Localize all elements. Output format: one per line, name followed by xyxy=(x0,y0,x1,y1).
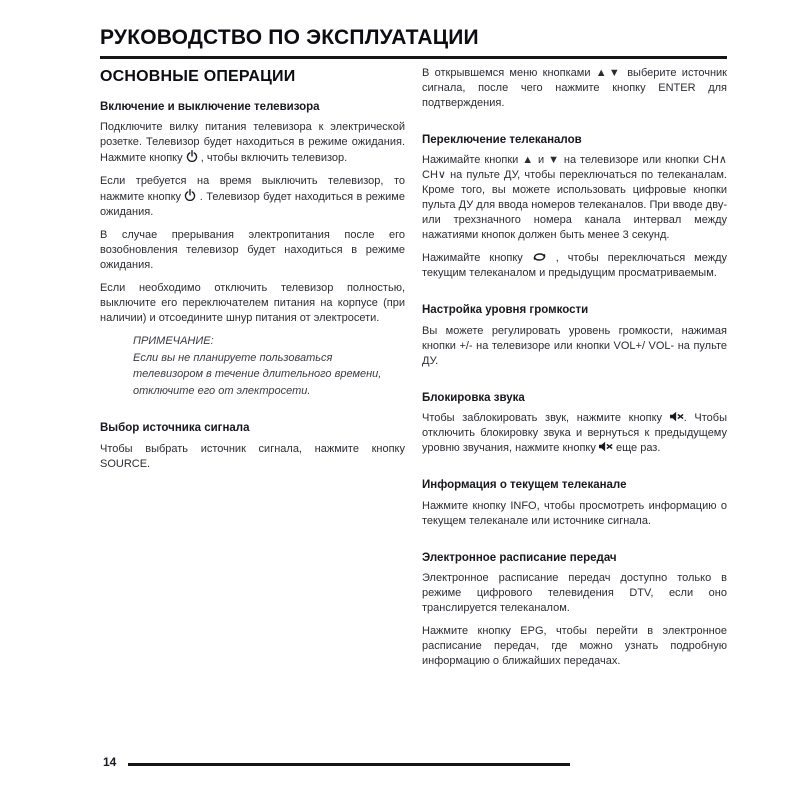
note-text: Если вы не планируете пользоваться телевизором в течение длительного времени, отключите его от электросети. xyxy=(133,351,382,397)
section-volume xyxy=(422,303,727,368)
paragraph-text: еще раз. xyxy=(612,442,661,455)
paragraph-text: . Чтобы отключить блокировку звука и вернуться к предыдущему уровню звучания, нажмите кнопку xyxy=(422,412,727,455)
section-epg xyxy=(422,551,727,669)
paragraph-text: . Телевизор будет находиться в режиме ожидания. xyxy=(100,191,405,219)
paragraph-text: , чтобы переключаться между текущим телеканалом и предыдущим просматриваемым. xyxy=(422,252,728,280)
paragraph-source-menu: В открывшемся меню кнопками ▲▼ выберите источник сигнала, после чего нажмите кнопку ENTER для подтверждения. xyxy=(422,67,727,109)
paragraph xyxy=(100,174,405,220)
doc-header xyxy=(100,26,727,59)
paragraph-text: Если требуется на время выключить телевизор, то нажмите кнопку xyxy=(100,175,405,204)
left-column xyxy=(100,66,405,677)
subsection-heading-epg: Электронное расписание передач xyxy=(422,551,617,564)
paragraph: Если необходимо отключить телевизор полностью, выключите его переключателем питания на корпусе (при наличии) и отсоедините шнур питания от электросети. xyxy=(100,281,405,324)
page-number: 14 xyxy=(103,755,117,769)
paragraph: Нажмите кнопку INFO, чтобы просмотреть информацию о текущем телеканале или источнике сигнала. xyxy=(422,499,727,527)
paragraph: Нажмите кнопку EPG, чтобы перейти в электронное расписание передач, где можно узнать подробную информацию о ближайших передачах. xyxy=(422,625,727,667)
paragraph: Чтобы выбрать источник сигнала, нажмите кнопку SOURCE. xyxy=(100,442,405,470)
section-title-basic-operations: ОСНОВНЫЕ ОПЕРАЦИИ xyxy=(100,68,296,85)
paragraph xyxy=(422,411,727,456)
mute-icon xyxy=(599,441,613,452)
paragraph: Электронное расписание передач доступно только в режиме цифрового телевидения DTV, если оно транслируется телеканалом. xyxy=(422,572,727,615)
paragraph: Нажимайте кнопки ▲ и ▼ на телевизоре или кнопки CH∧ CH∨ на пульте ДУ, чтобы переключаться по телеканалам. Кроме того, вы можете использовать цифровые кнопки пульта ДУ для ввода номеров телеканалов. При вводе дву- или трехзначного номера канала интервал между нажатиями кнопок должен быть менее 3 секунд. xyxy=(422,154,727,242)
paragraph-text: Нажимайте кнопку xyxy=(422,252,532,265)
paragraph: В случае прерывания электропитания после его возобновления телевизор будет находиться в режиме ожидания. xyxy=(100,229,405,271)
paragraph-text: Чтобы заблокировать звук, нажмите кнопку xyxy=(422,412,670,425)
page-title: РУКОВОДСТВО ПО ЭКСПЛУАТАЦИИ xyxy=(100,26,479,49)
footer-rule xyxy=(128,763,570,766)
paragraph xyxy=(100,120,405,166)
mute-icon xyxy=(670,411,684,422)
section-source-select xyxy=(100,421,405,472)
subsection-heading-mute: Блокировка звука xyxy=(422,391,525,404)
subsection-heading-volume: Настройка уровня громкости xyxy=(422,304,589,317)
paragraph-text: , чтобы включить телевизор. xyxy=(197,152,348,165)
swap-channel-icon xyxy=(532,252,547,262)
paragraph-text: Подключите вилку питания телевизора к электрической розетке. Телевизор будет находиться в режиме ожидания. Нажмите кнопку xyxy=(100,121,405,165)
section-power-on-off xyxy=(100,100,405,400)
subsection-heading-channels: Переключение телеканалов xyxy=(422,133,582,146)
subsection-heading-source: Выбор источника сигнала xyxy=(100,422,250,435)
subsection-heading-info: Информация о текущем телеканале xyxy=(422,479,627,492)
note xyxy=(133,334,405,399)
power-icon xyxy=(184,189,196,201)
right-column xyxy=(422,66,727,677)
content-columns xyxy=(100,66,727,677)
note-label: ПРИМЕЧАНИЕ: xyxy=(133,334,214,347)
section-channel-switching xyxy=(422,133,727,281)
header-rule xyxy=(100,56,727,59)
paragraph: Вы можете регулировать уровень громкости, нажимая кнопки +/- на телевизоре или кнопки VOL+/ VOL- на пульте ДУ. xyxy=(422,324,727,367)
power-icon xyxy=(186,150,198,162)
paragraph xyxy=(422,251,727,281)
subsection-heading-power: Включение и выключение телевизора xyxy=(100,100,320,113)
section-channel-info xyxy=(422,478,727,529)
section-mute xyxy=(422,391,727,456)
